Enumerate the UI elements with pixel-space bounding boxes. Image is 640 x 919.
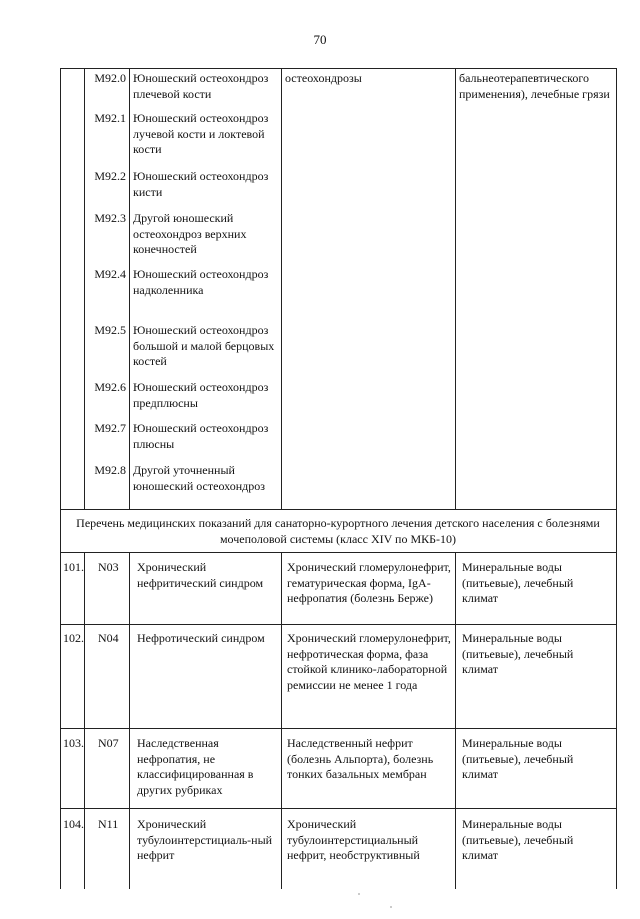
treatment-method: Минеральные воды (питьевые), лечебный климат: [462, 631, 574, 676]
table-border: [455, 68, 456, 510]
clinical-form: Хронический тубулоинтерстициальный нефрит, необструктивный: [287, 817, 420, 862]
page-number: 70: [313, 32, 327, 47]
diagnosis-name: Наследственная нефропатия, не классифицированная в других рубриках: [137, 736, 254, 797]
row-number: 102.: [63, 631, 84, 645]
icd-code: M92.5: [94, 323, 126, 337]
icd-code: M92.2: [94, 169, 126, 183]
icd-code: M92.3: [94, 211, 126, 225]
treatment-method: бальнеотерапевтического применения), лечебные грязи: [459, 71, 610, 101]
clinical-form: остеохондрозы: [285, 71, 362, 85]
diagnosis-name: Другой юношеский остеохондроз верхних конечностей: [133, 211, 247, 256]
diagnosis-name: Юношеский остеохондроз кисти: [133, 169, 269, 199]
diagnosis-name: Юношеский остеохондроз плюсны: [133, 421, 269, 451]
clinical-form: Хронический гломерулонефрит, нефротическая форма, фаза стойкой клинико-лабораторной ремиссии не менее 1 года: [287, 631, 451, 692]
diagnosis-name: Другой уточненный юношеский остеохондроз: [133, 463, 265, 493]
scan-speck: [358, 893, 360, 895]
row-number: 103.: [63, 736, 84, 750]
table-border: [129, 552, 130, 889]
icd-code: N03: [98, 560, 119, 574]
diagnosis-name: Нефротический синдром: [137, 631, 265, 645]
table-border: [84, 68, 85, 510]
table-border: [455, 552, 456, 889]
table-border: [616, 68, 617, 510]
icd-code: N04: [98, 631, 119, 645]
table-border: [281, 68, 282, 510]
icd-code: M92.8: [94, 463, 126, 477]
icd-code: N07: [98, 736, 119, 750]
table-border: [616, 509, 617, 889]
diagnosis-name: Юношеский остеохондроз лучевой кости и локтевой кости: [133, 111, 269, 156]
diagnosis-name: Юношеский остеохондроз предплюсны: [133, 380, 269, 410]
icd-code: M92.1: [94, 111, 126, 125]
icd-code: N11: [98, 817, 119, 831]
diagnosis-name: Юношеский остеохондроз надколенника: [133, 267, 269, 297]
section-caption: Перечень медицинских показаний для санаторно-курортного лечения детского населения с болезнями мочеполовой системы (класс XIV по МКБ-10): [76, 516, 600, 546]
row-number: 104.: [63, 817, 84, 831]
icd-code: M92.4: [94, 267, 126, 281]
treatment-method: Минеральные воды (питьевые), лечебный климат: [462, 736, 574, 781]
treatment-method: Минеральные воды (питьевые), лечебный климат: [462, 560, 574, 605]
diagnosis-name: Юношеский остеохондроз большой и малой берцовых костей: [133, 323, 275, 368]
scan-speck: [390, 906, 392, 908]
icd-code: M92.6: [94, 380, 126, 394]
table-border: [60, 552, 617, 553]
table-border: [281, 552, 282, 889]
diagnosis-name: Хронический тубулоинтерстициаль-ный нефрит: [137, 817, 273, 862]
table-border: [60, 68, 617, 69]
table-border: [60, 728, 617, 729]
diagnosis-name: Хронический нефритический синдром: [137, 560, 264, 590]
icd-code: M92.0: [94, 71, 126, 85]
icd-code: M92.7: [94, 421, 126, 435]
table-border: [60, 624, 617, 625]
treatment-method: Минеральные воды (питьевые), лечебный климат: [462, 817, 574, 862]
diagnosis-name: Юношеский остеохондроз плечевой кости: [133, 71, 269, 101]
clinical-form: Хронический гломерулонефрит, гематурическая форма, IgA-нефропатия (болезнь Берже): [287, 560, 451, 605]
table-border: [60, 808, 617, 809]
table-border: [60, 509, 617, 510]
row-number: 101.: [63, 560, 84, 574]
table-border: [84, 552, 85, 889]
table-border: [60, 68, 61, 510]
table-border: [129, 68, 130, 510]
clinical-form: Наследственный нефрит (болезнь Альпорта), болезнь тонких базальных мембран: [287, 736, 434, 781]
